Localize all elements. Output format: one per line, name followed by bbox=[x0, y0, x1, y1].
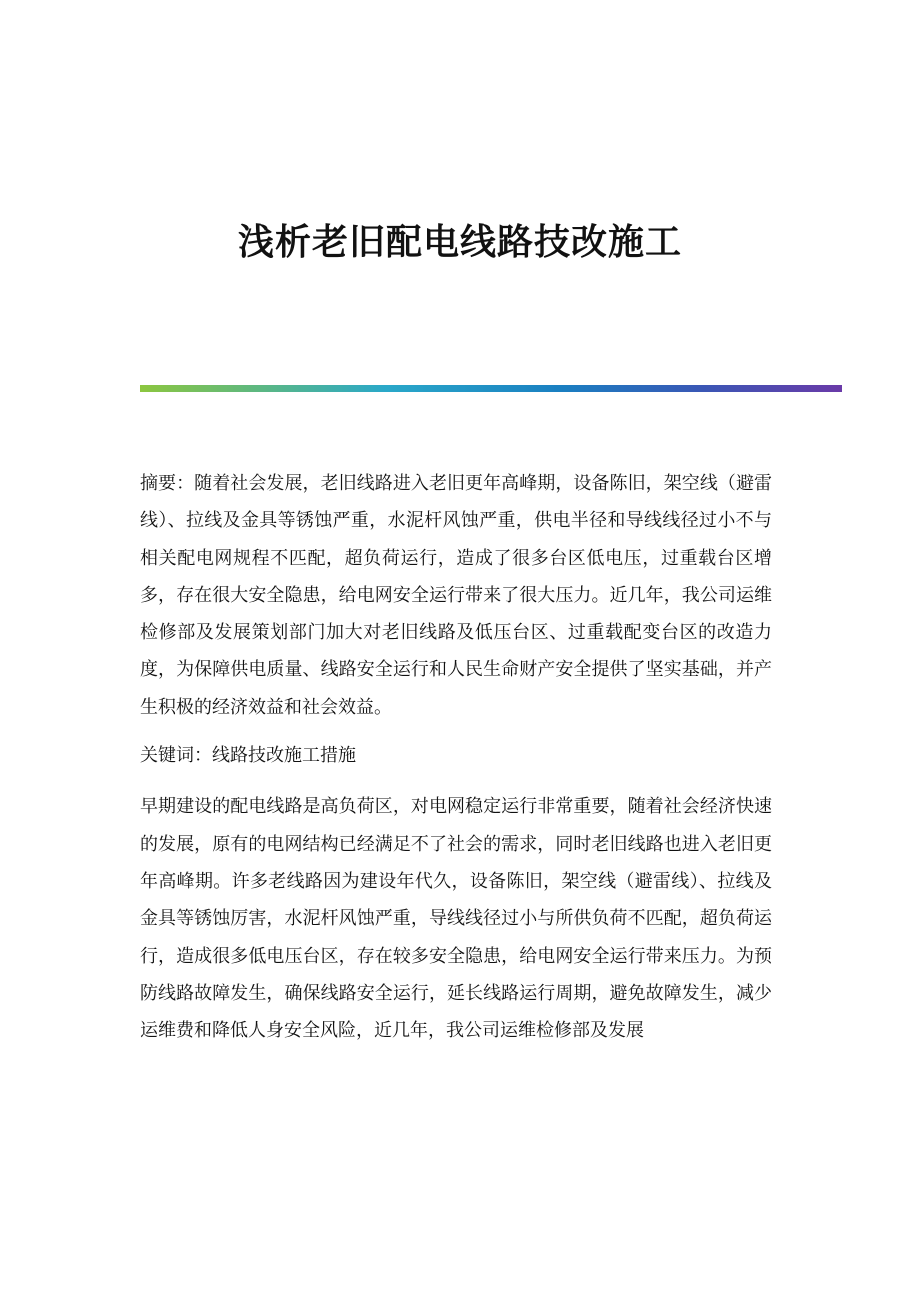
title-divider bbox=[140, 385, 842, 392]
keywords-line: 关键词：线路技改施工措施 bbox=[140, 745, 356, 767]
abstract-paragraph: 摘要：随着社会发展，老旧线路进入老旧更年高峰期，设备陈旧，架空线（避雷线）、拉线及金具等锈蚀严重，水泥杆风蚀严重，供电半径和导线线径过小不与相关配电网规程不匹配，超负荷运行，造成了很多台区低电压，过重载台区增多，存在很大安全隐患，给电网安全运行带来了很大压力。近几年，我公司运维检修部及发展策划部门加大对老旧线路及低压台区、过重载配变台区的改造力度，为保障供电质量、线路安全运行和人民生命财产安全提供了坚实基础，并产生积极的经济效益和社会效益。 bbox=[140, 473, 772, 718]
page-title: 浅析老旧配电线路技改施工 bbox=[237, 221, 682, 263]
body-paragraph: 早期建设的配电线路是高负荷区，对电网稳定运行非常重要，随着社会经济快速的发展，原有的电网结构已经满足不了社会的需求，同时老旧线路也进入老旧更年高峰期。许多老线路因为建设年代久，设备陈旧，架空线（避雷线）、拉线及金具等锈蚀厉害，水泥杆风蚀严重，导线线径过小与所供负荷不匹配，超负荷运行，造成很多低电压台区，存在较多安全隐患，给电网安全运行带来压力。为预防线路故障发生，确保线路安全运行，延长线路运行周期，避免故障发生，减少运维费和降低人身安全风险，近几年，我公司运维检修部及发展 bbox=[140, 796, 772, 1042]
document-body bbox=[140, 465, 772, 1060]
